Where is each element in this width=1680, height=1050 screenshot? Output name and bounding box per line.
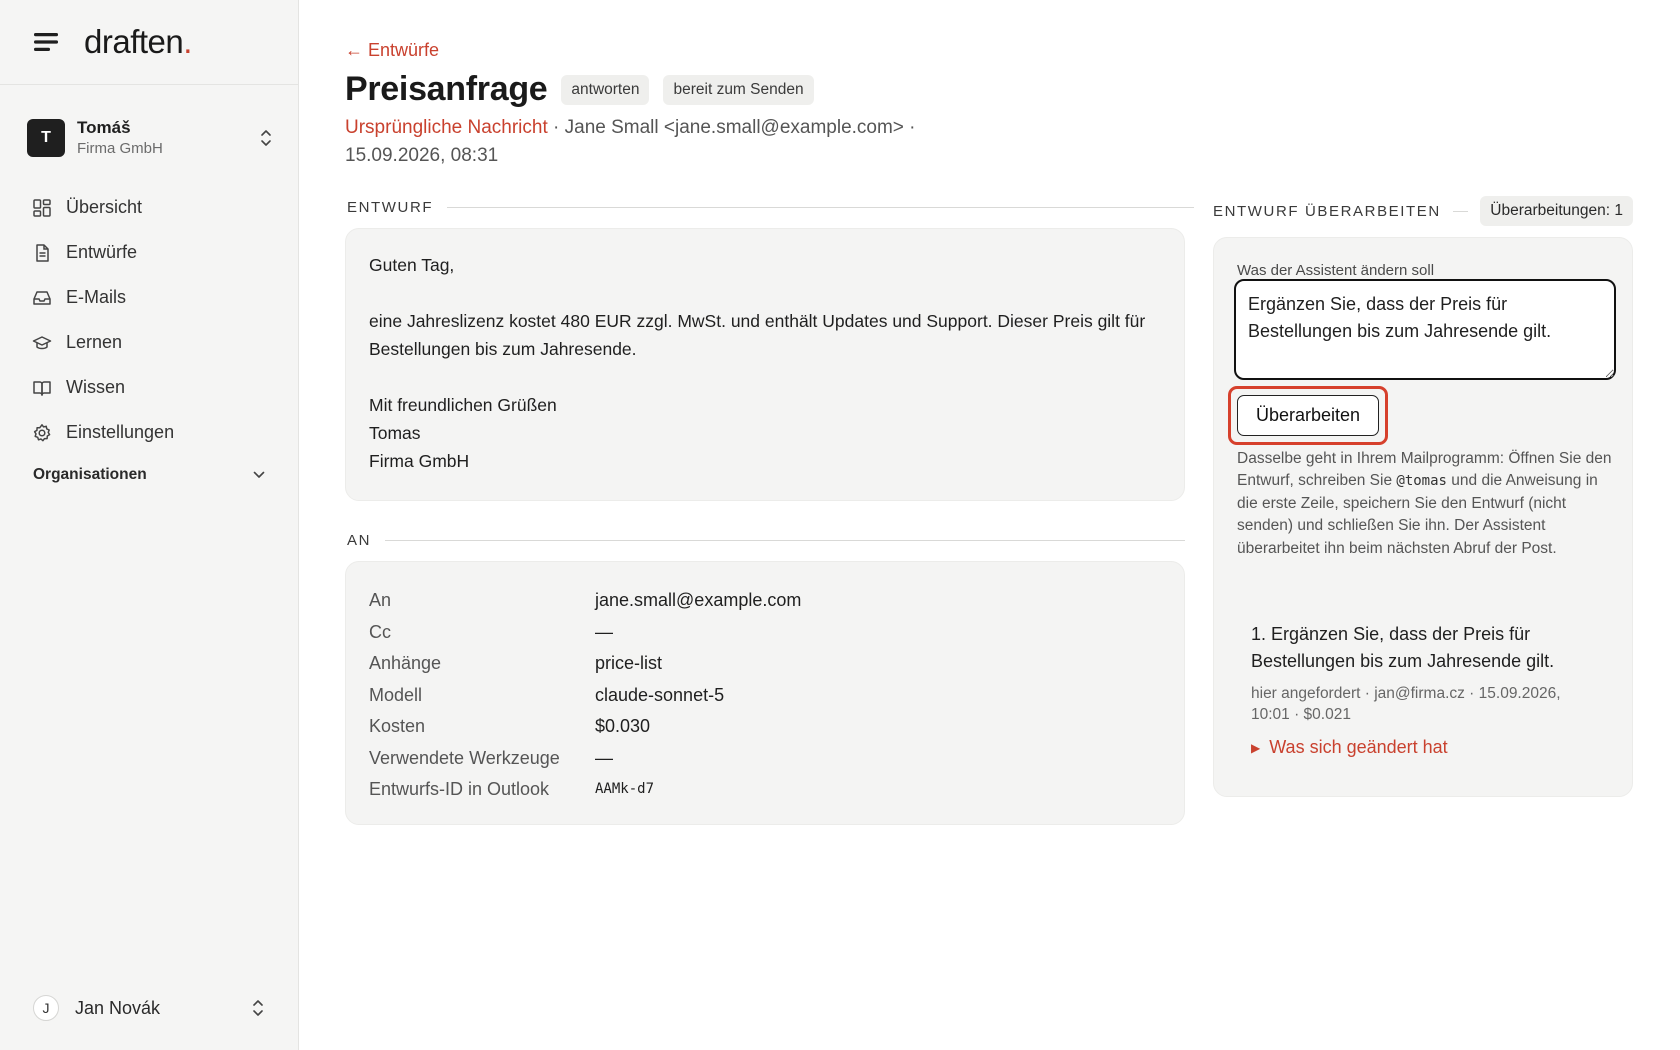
grid-icon — [32, 198, 52, 218]
revision-count-badge: Überarbeitungen: 1 — [1480, 196, 1633, 226]
divider — [385, 540, 1185, 541]
detail-value: price-list — [595, 653, 663, 673]
detail-value: — — [595, 747, 613, 768]
help-text-part: Dasselbe geht in Ihrem Mailprogramm: Öffnen Sie den Entwurf, schreiben Sie — [1237, 450, 1612, 490]
revision-entry — [1251, 621, 1601, 758]
draft-section-title: ENTWURF — [347, 199, 434, 216]
revise-section-title: ENTWURF ÜBERARBEITEN — [1213, 202, 1441, 220]
revision-entry-meta: hier angefordert · jan@firma.cz · 15.09.2026, 10:01 · $0.021 — [1251, 685, 1561, 723]
graduation-cap-icon — [32, 333, 52, 353]
logo-dot: . — [183, 23, 193, 60]
draft-closing: Mit freundlichen Grüßen — [369, 395, 557, 415]
detail-key: An — [369, 590, 392, 610]
inbox-icon — [32, 288, 52, 308]
sidebar — [0, 0, 299, 1050]
revise-instruction-input[interactable] — [1234, 279, 1616, 380]
sidebar-item-entwuerfe[interactable] — [32, 230, 272, 275]
detail-key: Cc — [369, 621, 391, 642]
revise-button[interactable]: Überarbeiten — [1237, 395, 1379, 436]
organisations-label: Organisationen — [33, 466, 147, 483]
org-name: Tomáš — [77, 117, 131, 137]
divider — [447, 207, 1194, 208]
message-date: 15.09.2026, 08:31 — [345, 145, 499, 166]
sidebar-item-emails[interactable] — [32, 275, 272, 320]
triangle-right-icon: ▶ — [1251, 740, 1261, 755]
detail-value: AAMk-d7 — [595, 781, 655, 797]
sidebar-item-einstellungen[interactable] — [32, 410, 272, 455]
user-name: Jan Novák — [75, 997, 161, 1018]
sidebar-item-label: Wissen — [66, 377, 126, 397]
title-row — [345, 70, 814, 109]
revise-section-header — [1213, 196, 1633, 226]
draft-card — [345, 228, 1185, 501]
user-menu[interactable] — [33, 993, 265, 1023]
message-meta — [345, 114, 985, 170]
status-badge: antworten — [561, 75, 649, 105]
back-link[interactable]: ← Entwürfe — [345, 40, 440, 60]
chevron-up-down-icon — [259, 129, 273, 147]
logo-text: draften — [84, 23, 184, 60]
brand-header — [0, 0, 298, 85]
draft-section-label — [347, 199, 1194, 216]
page-title: Preisanfrage — [345, 70, 548, 108]
sidebar-item-label: Lernen — [66, 332, 123, 352]
detail-key: Modell — [369, 684, 423, 705]
draft-sig-name: Tomas — [369, 423, 421, 443]
detail-value: $0.030 — [595, 716, 651, 736]
sidebar-item-uebersicht[interactable] — [32, 185, 272, 230]
draft-text: eine Jahreslizenz kostet 480 EUR zzgl. MwSt. und enthält Updates und Support. Dieser Preis gilt für Bestellungen bis zum Jahresende. — [369, 311, 1146, 359]
recipient-section-label — [347, 532, 1185, 549]
revise-card — [1213, 237, 1633, 797]
help-text-part: und die Anweisung in die erste Zeile, speichern Sie den Entwurf (nicht senden) und schließen Sie ihn. Der Assistent überarbeitet ihn beim nächsten Abruf der Post. — [1237, 472, 1598, 557]
chevron-up-down-icon — [251, 999, 265, 1017]
show-changes-toggle[interactable] — [1251, 737, 1601, 758]
show-changes-label: Was sich geändert hat — [1269, 737, 1448, 757]
book-icon — [32, 378, 52, 398]
sidebar-item-label: Entwürfe — [66, 242, 138, 262]
draft-body — [346, 229, 1184, 497]
revise-help-text — [1237, 448, 1617, 560]
document-icon — [32, 243, 52, 263]
draft-signature — [369, 391, 1161, 475]
gear-icon — [32, 423, 52, 443]
sidebar-item-wissen[interactable] — [32, 365, 272, 410]
user-avatar: J — [33, 995, 59, 1021]
organisations-toggle[interactable] — [33, 466, 265, 484]
sidebar-nav — [32, 185, 272, 455]
revision-entry-text: 1. Ergänzen Sie, dass der Preis für Bestellungen bis zum Jahresende gilt. — [1251, 624, 1555, 671]
recipient-section-title: AN — [347, 532, 372, 549]
revise-field-label: Was der Assistent ändern soll — [1237, 262, 1435, 279]
org-company: Firma GmbH — [77, 139, 163, 157]
details-card — [345, 561, 1185, 825]
org-avatar: T — [27, 119, 65, 157]
status-badge: bereit zum Senden — [663, 75, 813, 105]
sender-info: · Jane Small <jane.small@example.com> · — [547, 117, 916, 138]
sidebar-item-label: Einstellungen — [66, 422, 175, 442]
menu-icon[interactable] — [34, 32, 60, 52]
detail-key: Anhänge — [369, 653, 442, 673]
sidebar-item-label: Übersicht — [66, 197, 143, 217]
mention-code: @tomas — [1396, 473, 1447, 490]
draft-greeting: Guten Tag, — [369, 255, 455, 275]
original-message-link[interactable]: Ursprüngliche Nachricht — [345, 117, 548, 138]
detail-key: Verwendete Werkzeuge — [369, 747, 560, 768]
detail-value: — — [595, 621, 613, 642]
detail-key: Kosten — [369, 716, 426, 736]
draft-sig-company: Firma GmbH — [369, 451, 470, 471]
divider — [1453, 211, 1468, 212]
chevron-down-icon — [253, 471, 265, 479]
detail-key: Entwurfs-ID in Outlook — [369, 779, 550, 799]
detail-value: jane.small@example.com — [595, 590, 802, 610]
details-list — [346, 562, 1184, 829]
detail-value: claude-sonnet-5 — [595, 684, 725, 705]
sidebar-item-label: E-Mails — [66, 287, 127, 307]
sidebar-item-lernen[interactable] — [32, 320, 272, 365]
org-switcher[interactable] — [27, 116, 273, 160]
